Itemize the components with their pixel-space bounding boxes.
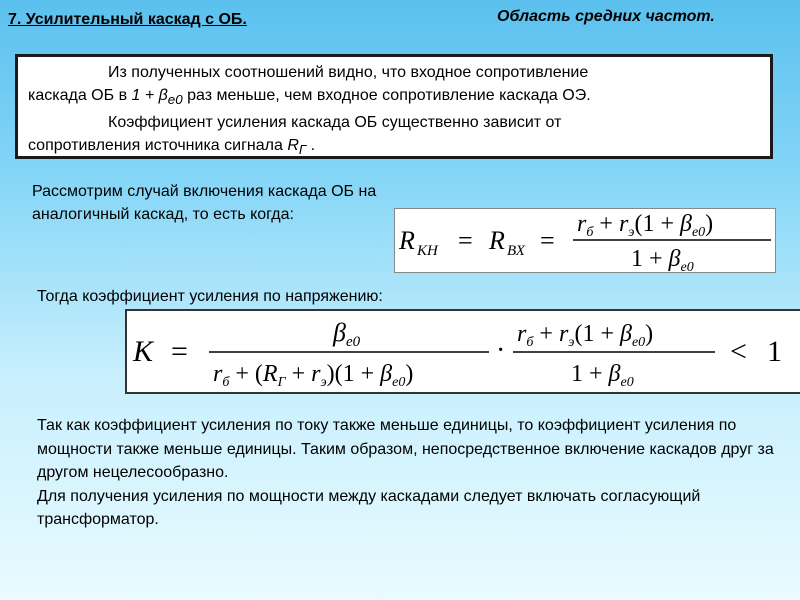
summary-text-2b: раз меньше, чем входное сопротивление каскада ОЭ.	[182, 87, 591, 104]
summary-box	[15, 54, 773, 159]
f2-dot: ·	[496, 335, 506, 366]
f1-eq: =	[458, 226, 473, 255]
conclusion-p2: Для получения усиления по мощности между каскадами следует включать согласующий трансформатор.	[37, 487, 701, 528]
f2-one: 1	[767, 335, 782, 368]
summary-R-sub: Г	[298, 142, 307, 158]
f2-den-1: $r_б + (R_Г + r_э)(1 + \beta_{e0})$	[213, 361, 414, 390]
f2-den-2: $1 + \beta_{e0}$	[571, 361, 634, 390]
intro-text: Рассмотрим случай включения каскада ОБ на аналогичный каскад, то есть когда:	[32, 183, 377, 223]
summary-line-2	[28, 84, 762, 111]
f1-sub-kn: КН	[417, 243, 438, 259]
summary-line-3: Коэффициент усиления каскада ОБ существенно зависит от	[108, 114, 562, 132]
summary-text-2a: каскада ОБ в	[28, 87, 132, 104]
region-label: Область средних частот.	[497, 8, 715, 25]
summary-R: R	[287, 137, 299, 155]
f2-K: K	[133, 335, 154, 368]
slide-title: 7. Усилительный каскад с ОБ.	[8, 11, 247, 28]
f2-num-2: $r_б + r_э(1 + \beta_{e0})$	[517, 321, 654, 350]
f1-sub-vx: ВХ	[507, 243, 525, 259]
summary-formula-sub: e0	[167, 92, 183, 108]
summary-text-4a: сопротивления источника сигнала	[28, 137, 288, 155]
f1-R2: R	[489, 226, 505, 255]
f1-eq2: =	[540, 226, 555, 255]
summary-line-1: Из полученных соотношений видно, что входное сопротивление	[108, 64, 589, 81]
summary-formula: 1 + β	[131, 87, 168, 104]
f1-numerator: $r_б + r_э(1 + \beta_{e0})$	[577, 211, 714, 240]
f2-lt: <	[730, 335, 747, 368]
f2-num-1: βe0	[333, 318, 361, 350]
summary-line-4	[28, 134, 762, 161]
voltage-gain-intro: Тогда коэффициент усиления по напряжению:	[37, 288, 383, 305]
f1-R1: R	[399, 226, 415, 255]
formula-voltage-gain	[125, 309, 800, 394]
f2-eq: =	[171, 335, 188, 368]
conclusion-p1: Так как коэффициент усиления по току также меньше единицы, то коэффициент усиления по мощности также меньше единицы. Таким образом, непосредственное включение каскадов друг за другом нецелесообразно.	[37, 417, 774, 481]
formula-input-resistance	[394, 208, 776, 273]
summary-end: .	[306, 137, 316, 155]
conclusion-text	[37, 414, 777, 532]
f1-denominator: $1 + \beta_{e0}$	[631, 246, 694, 272]
